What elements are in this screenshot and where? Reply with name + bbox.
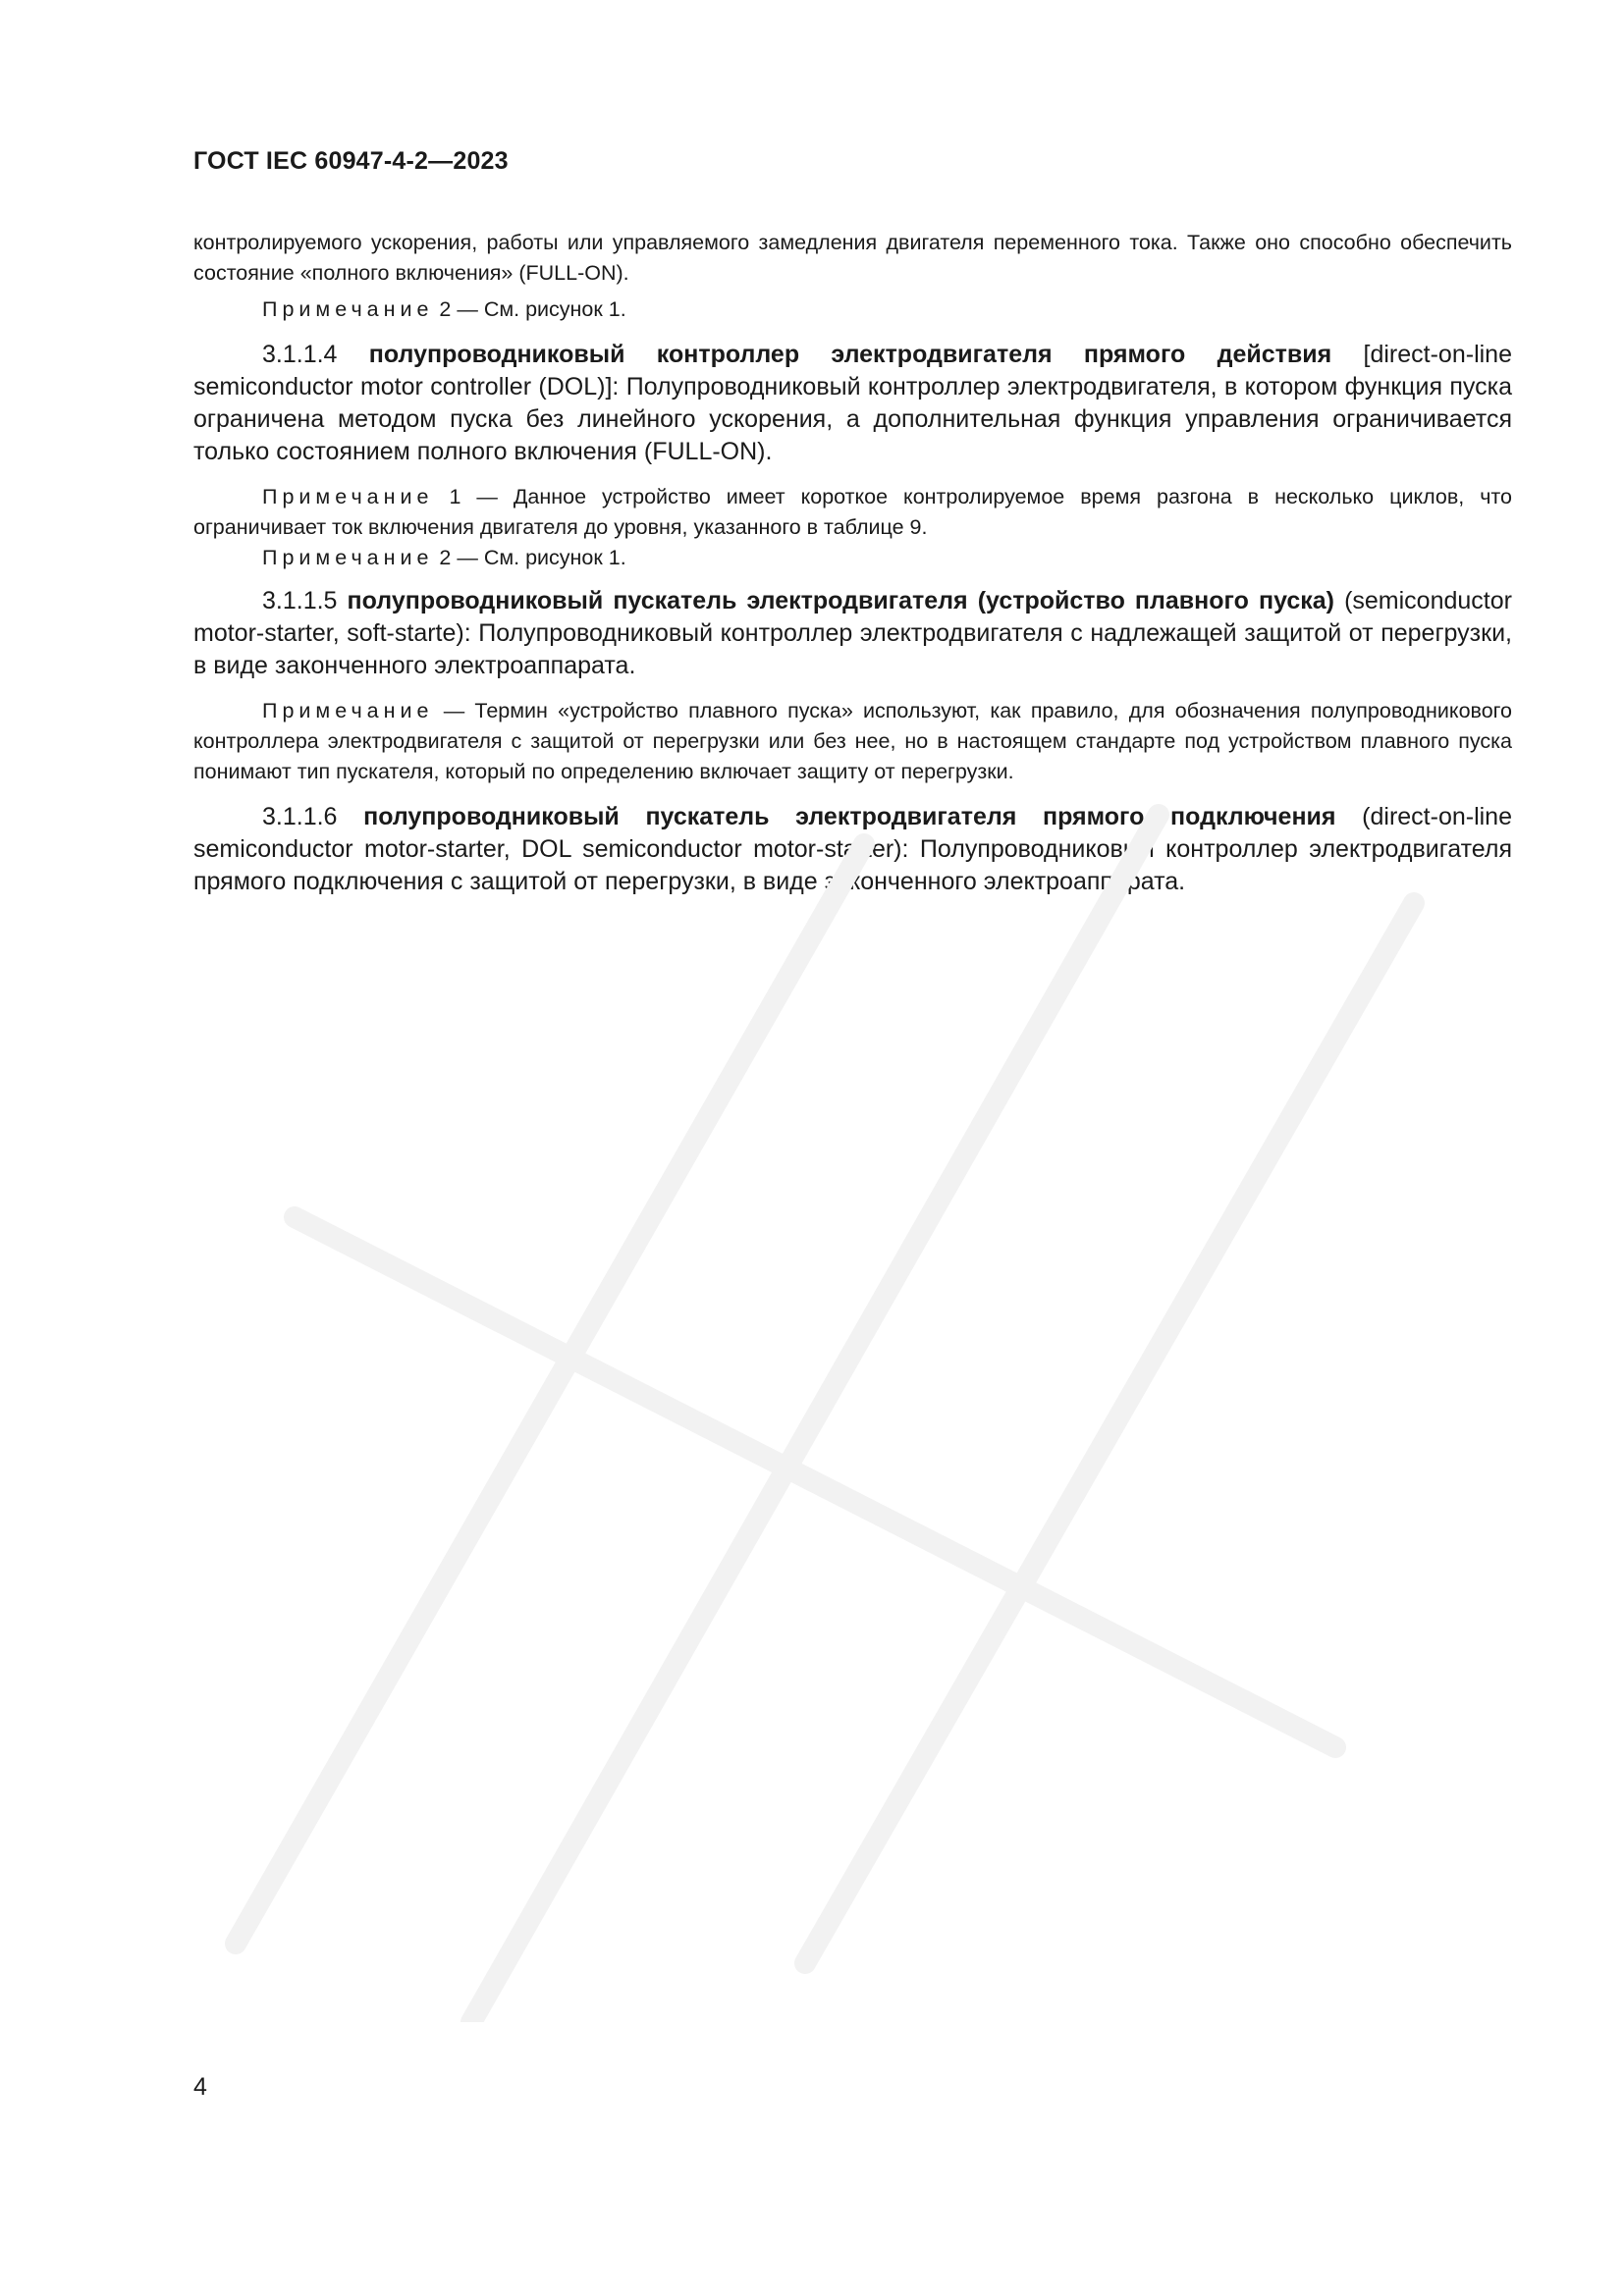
note-label: Примечание xyxy=(262,699,434,722)
term-number: 3.1.1.6 xyxy=(262,803,364,830)
note-label: Примечание xyxy=(262,485,434,508)
note-text: 1 — Данное устройство имеет короткое контролируемое время разгона в несколько циклов, что ограничивает ток включения двигателя до уровня, указанного в таблице 9. xyxy=(193,485,1512,539)
document-body xyxy=(193,228,1512,898)
note-paragraph xyxy=(193,543,1512,573)
term-definition: (direct-on-line semiconductor motor-starter, DOL semiconductor motor-starter): Полупроводниковый контроллер электродвигателя прямого подключения с защитой от перегрузки, в виде законченного электроаппарата. xyxy=(193,803,1512,895)
term-3-1-1-4 xyxy=(193,339,1512,468)
note-label: Примечание xyxy=(262,546,434,569)
document-header: ГОСТ IEC 60947-4-2—2023 xyxy=(193,147,509,175)
term-number: 3.1.1.4 xyxy=(262,341,369,368)
term-definition: [direct-on-line semiconductor motor controller (DOL)]: Полупроводниковый контроллер электродвигателя, в котором функция пуска ограничена методом пуска без линейного ускорения, а дополнительная функция управления ограничивается только состоянием полного включения (FULL-ON). xyxy=(193,341,1512,465)
term-name: полупроводниковый контроллер электродвигателя прямого действия xyxy=(368,341,1332,368)
term-3-1-1-6 xyxy=(193,801,1512,898)
term-3-1-1-5 xyxy=(193,585,1512,682)
note-paragraph xyxy=(193,294,1512,325)
note-label: Примечание xyxy=(262,297,434,321)
note-paragraph xyxy=(193,482,1512,543)
note-text: 2 — См. рисунок 1. xyxy=(433,297,626,321)
watermark-stroke xyxy=(471,815,1159,2022)
note-text: 2 — См. рисунок 1. xyxy=(433,546,626,569)
watermark-stroke xyxy=(805,903,1414,1963)
note-text: — Термин «устройство плавного пуска» используют, как правило, для обозначения полупроводникового контроллера электродвигателя с защитой от перегрузки или без нее, но в настоящем стандарте под устройством плавного пуска понимают тип пускателя, который по определению включает защиту от перегрузки. xyxy=(193,699,1512,783)
note-paragraph xyxy=(193,696,1512,787)
term-name: полупроводниковый пускатель электродвигателя (устройство плавного пуска) xyxy=(347,587,1334,614)
term-name: полупроводниковый пускатель электродвигателя прямого подключения xyxy=(363,803,1336,830)
term-definition: (semiconductor motor-starter, soft-starte): Полупроводниковый контроллер электродвигателя с надлежащей защитой от перегрузки, в виде законченного электроаппарата. xyxy=(193,587,1512,679)
watermark-stroke xyxy=(295,1217,1335,1747)
page-number: 4 xyxy=(193,2073,207,2101)
watermark-stroke xyxy=(236,844,864,1944)
term-number: 3.1.1.5 xyxy=(262,587,348,614)
continuation-paragraph xyxy=(193,228,1512,289)
paragraph-text: контролируемого ускорения, работы или управляемого замедления двигателя переменного тока. Также оно способно обеспечить состояние «полного включения» (FULL-ON). xyxy=(193,231,1512,285)
